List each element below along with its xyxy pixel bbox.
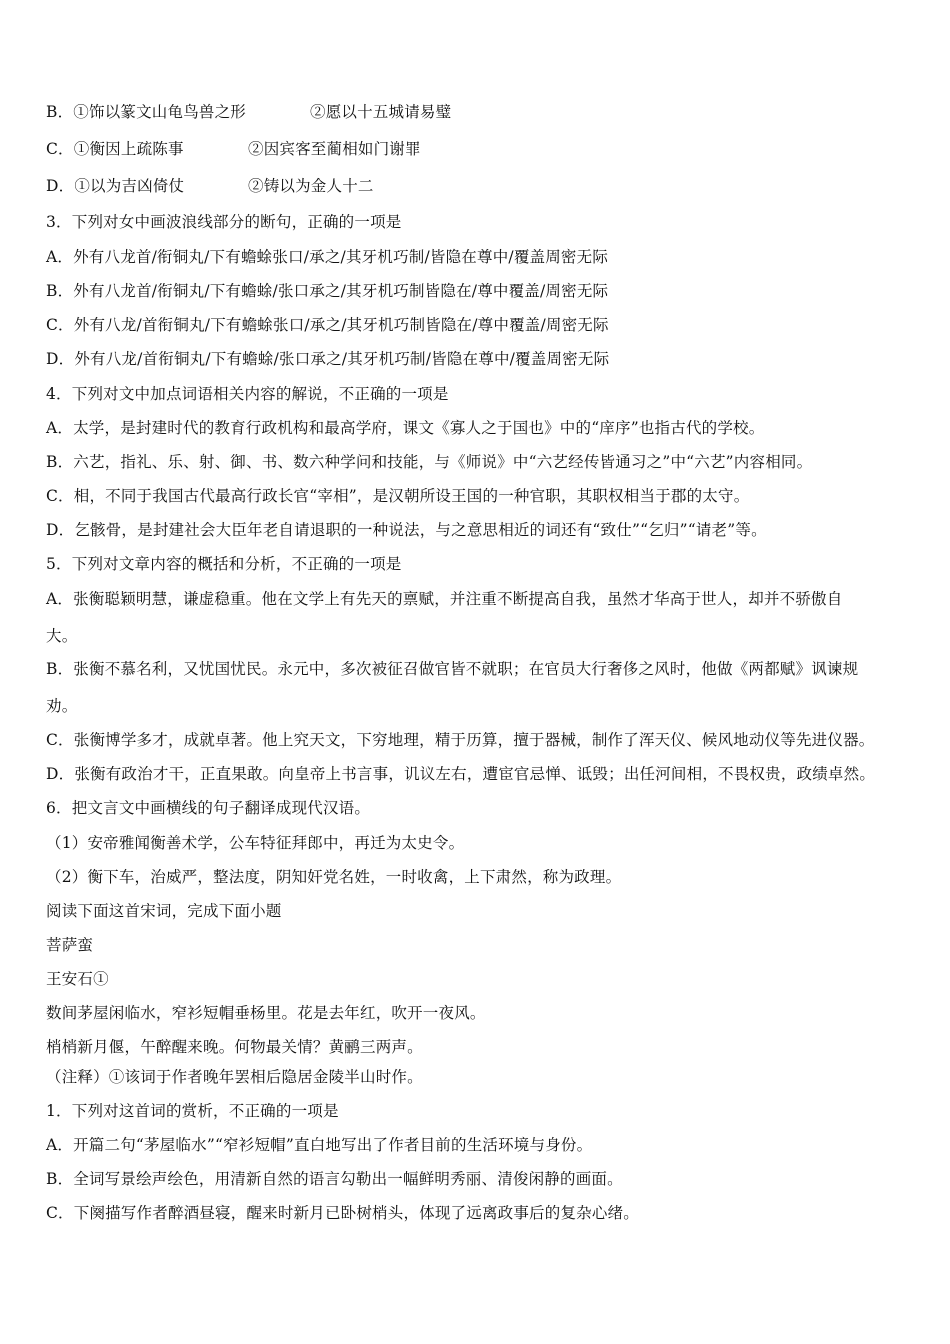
q4-option-a: A．太学，是封建时代的教育行政机构和最高学府，课文《寡人之于国也》中的“庠序”也指古代的学校。 xyxy=(46,419,765,437)
p1-option-c: C．下阕描写作者醉酒昼寝，醒来时新月已卧树梢头，体现了远离政事后的复杂心绪。 xyxy=(46,1204,639,1222)
q2-option-b xyxy=(46,102,246,122)
q2-option-d xyxy=(46,176,184,196)
poem-line-2: 梢梢新月偃，午醉醒来晚。何物最关情？黄鹂三两声。 xyxy=(46,1038,423,1056)
q2-option-b-first: ①饰以篆文山龟鸟兽之形 xyxy=(73,103,246,121)
q2-option-c-first: ①衡因上疏陈事 xyxy=(73,140,184,158)
q4-option-c: C．相，不同于我国古代最高行政长官“宰相”，是汉朝所设王国的一种官职，其职权相当于郡的太守。 xyxy=(46,487,750,505)
q3-option-d: D．外有八龙/首衔铜丸/下有蟾蜍/张口承之/其牙机巧制/皆隐在尊中/覆盖周密无际 xyxy=(46,350,610,368)
p1-option-b: B．全词写景绘声绘色，用清新自然的语言勾勒出一幅鲜明秀丽、清俊闲静的画面。 xyxy=(46,1170,623,1188)
q4-option-b: B．六艺，指礼、乐、射、御、书、数六种学问和技能，与《师说》中“六艺经传皆通习之”中“六艺”内容相同。 xyxy=(46,453,813,471)
q5-option-b-line1: B．张衡不慕名利，又忧国忧民。永元中，多次被征召做官皆不就职；在官员大行奢侈之风时，他做《两都赋》讽谏规 xyxy=(46,660,859,678)
poem-title: 菩萨蛮 xyxy=(46,936,94,954)
q5-option-a-line1: A．张衡聪颖明慧，谦虚稳重。他在文学上有先天的禀赋，并注重不断提高自我，虽然才华高于世人，却并不骄傲自 xyxy=(46,590,843,608)
q3-option-c: C．外有八龙/首衔铜丸/下有蟾蜍张口/承之/其牙机巧制皆隐在/尊中覆盖/周密无际 xyxy=(46,316,609,334)
q2-option-c xyxy=(46,139,184,159)
q4-stem: 4．下列对文中加点词语相关内容的解说，不正确的一项是 xyxy=(46,385,449,403)
q2-option-d-label: D． xyxy=(46,177,75,195)
q3-stem: 3．下列对女中画波浪线部分的断句，正确的一项是 xyxy=(46,213,402,231)
q5-option-d: D．张衡有政治才干，正直果敢。向皇帝上书言事，讥议左右，遭宦官忌惮、诋毁；出任河间相，不畏权贵，政绩卓然。 xyxy=(46,765,876,783)
q2-option-b-second: ②愿以十五城请易璧 xyxy=(310,103,452,121)
q2-option-b-label: B． xyxy=(46,103,74,121)
poem-intro: 阅读下面这首宋词，完成下面小题 xyxy=(46,902,282,920)
q6-sentence-1: （1）安帝雅闻衡善术学，公车特征拜郎中，再迁为太史令。 xyxy=(46,834,465,852)
q2-option-c-label: C． xyxy=(46,140,74,158)
q3-option-b: B．外有八龙首/衔铜丸/下有蟾蜍/张口承之/其牙机巧制皆隐在/尊中覆盖/周密无际 xyxy=(46,282,609,300)
q5-stem: 5．下列对文章内容的概括和分析，不正确的一项是 xyxy=(46,555,402,573)
poem-line-1: 数间茅屋闲临水，窄衫短帽垂杨里。花是去年红，吹开一夜风。 xyxy=(46,1004,486,1022)
q2-option-c-second: ②因宾客至蔺相如门谢罪 xyxy=(248,140,421,158)
q5-option-c: C．张衡博学多才，成就卓著。他上究天文，下穷地理，精于历算，擅于器械，制作了浑天仪、候风地动仪等先进仪器。 xyxy=(46,731,875,749)
q2-option-d-second: ②铸以为金人十二 xyxy=(248,177,374,195)
poem-note: （注释）①该词于作者晚年罢相后隐居金陵半山时作。 xyxy=(46,1068,423,1086)
p1-option-a: A．开篇二句“茅屋临水”“窄衫短帽”直白地写出了作者目前的生活环境与身份。 xyxy=(46,1136,593,1154)
q4-option-d: D．乞骸骨，是封建社会大臣年老自请退职的一种说法，与之意思相近的词还有“致仕”“乞归”“请老”等。 xyxy=(46,521,767,539)
q2-option-d-first: ①以为吉凶倚仗 xyxy=(74,177,185,195)
p1-stem: 1．下列对这首词的赏析，不正确的一项是 xyxy=(46,1102,339,1120)
q5-option-b-line2: 劝。 xyxy=(46,697,78,715)
q6-sentence-2: （2）衡下车，治威严，整法度，阴知奸党名姓，一时收禽，上下肃然，称为政理。 xyxy=(46,868,622,886)
poem-author: 王安石① xyxy=(46,970,109,988)
q3-option-a: A．外有八龙首/衔铜丸/下有蟾蜍张口/承之/其牙机巧制/皆隐在尊中/覆盖周密无际 xyxy=(46,248,609,266)
q5-option-a-line2: 大。 xyxy=(46,627,78,645)
q6-stem: 6．把文言文中画横线的句子翻译成现代汉语。 xyxy=(46,799,371,817)
